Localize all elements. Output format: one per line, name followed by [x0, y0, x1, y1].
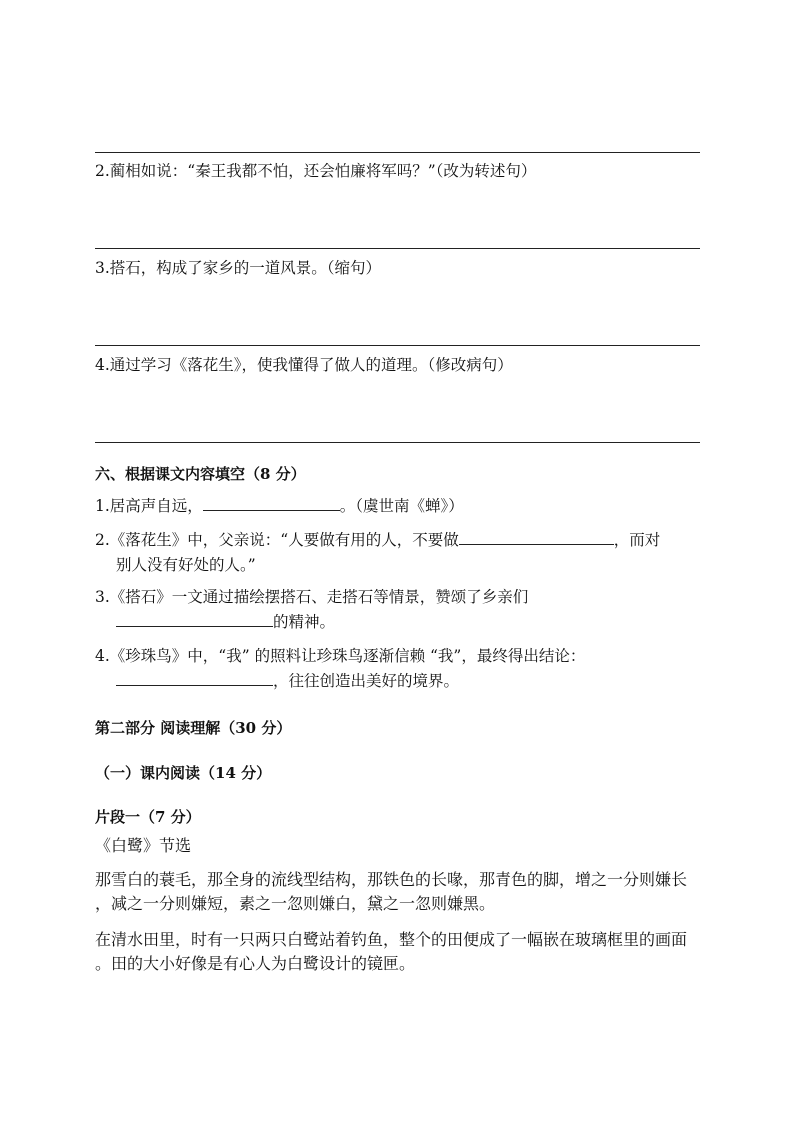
answer-line-1[interactable] [95, 152, 700, 153]
part-2-title: 第二部分 阅读理解（30 分） [95, 719, 292, 737]
question-2: 2.蔺相如说：“秦王我都不怕，还会怕廉将军吗？”（改为转述句） [95, 162, 537, 180]
fill-question-2-line2: 别人没有好处的人。” [116, 556, 256, 574]
paragraph-2-line-2: 。田的大小好像是有心人为白鹭设计的镜匣。 [95, 954, 416, 973]
fill-q1-prefix: 1.居高声自远， [95, 497, 203, 515]
fill-q4-suffix: ，往往创造出美好的境界。 [273, 672, 460, 690]
source-title: 《白鹭》节选 [95, 836, 192, 855]
fragment-1-title: 片段一（7 分） [95, 808, 201, 826]
section-6-title: 六、根据课文内容填空（8 分） [95, 465, 306, 483]
fill-blank-1[interactable] [203, 496, 340, 511]
fill-q1-suffix: 。（虞世南《蝉》） [339, 497, 464, 515]
fill-q3-suffix: 的精神。 [273, 613, 336, 631]
fill-question-4-line2 [116, 671, 459, 691]
fill-question-4: 4.《珍珠鸟》中，“我” 的照料让珍珠鸟逐渐信赖 “我”，最终得出结论： [95, 647, 586, 665]
answer-line-2[interactable] [95, 248, 700, 249]
question-3: 3.搭石，构成了家乡的一道风景。（缩句） [95, 259, 382, 277]
fill-question-3: 3.《搭石》一文通过描绘摆搭石、走搭石等情景，赞颂了乡亲们 [95, 588, 529, 606]
paragraph-1-line-2: ，减之一分则嫌短，素之一忽则嫌白，黛之一忽则嫌黑。 [95, 894, 496, 913]
answer-line-4[interactable] [95, 442, 700, 443]
question-4: 4.通过学习《落花生》，使我懂得了做人的道理。（修改病句） [95, 356, 513, 374]
fill-question-1 [95, 496, 464, 516]
subsection-1-title: （一）课内阅读（14 分） [95, 764, 272, 782]
fill-blank-2[interactable] [459, 530, 614, 545]
fill-question-2 [95, 530, 660, 550]
fill-q2-prefix: 2.《落花生》中，父亲说：“人要做有用的人，不要做 [95, 531, 459, 549]
paragraph-1-line-1: 那雪白的蓑毛，那全身的流线型结构，那铁色的长喙，那青色的脚，增之一分则嫌长 [95, 870, 688, 889]
answer-line-3[interactable] [95, 345, 700, 346]
fill-q2-suffix: ，而对 [613, 531, 661, 549]
fill-blank-3[interactable] [116, 612, 273, 627]
fill-blank-4[interactable] [116, 671, 273, 686]
fill-question-3-line2 [116, 612, 335, 632]
paragraph-2-line-1: 在清水田里，时有一只两只白鹭站着钓鱼，整个的田便成了一幅嵌在玻璃框里的画面 [95, 930, 688, 949]
